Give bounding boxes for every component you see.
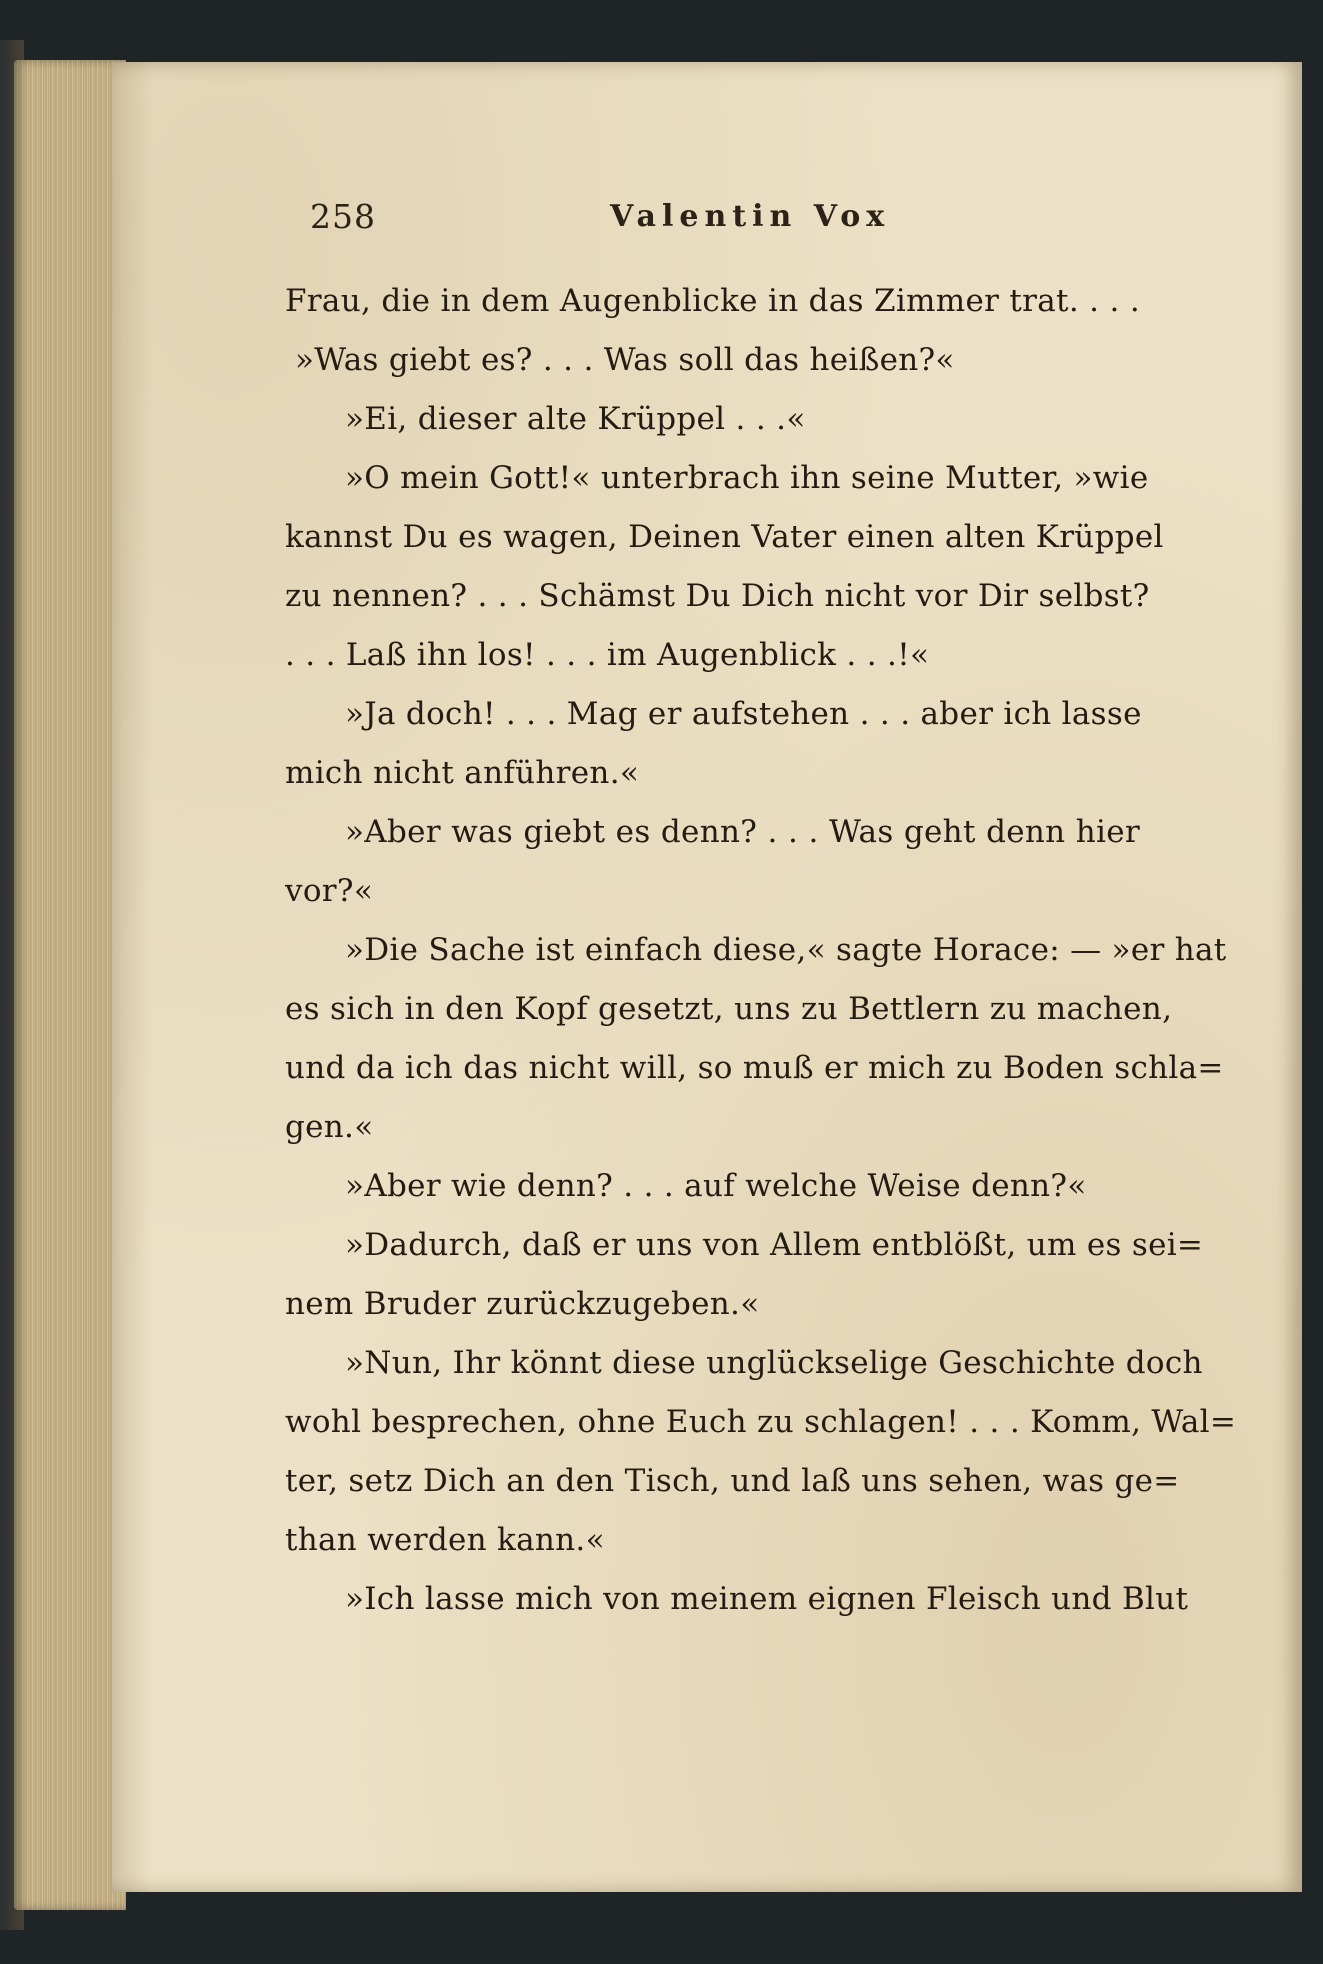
- text-line: wohl besprechen, ohne Euch zu schlagen! . . . Komm, Wal=: [285, 1404, 1237, 1440]
- page-number: 258: [310, 197, 376, 236]
- running-head: [310, 197, 1170, 237]
- text-line: gen.«: [285, 1109, 374, 1145]
- text-line: . . . Laß ihn los! . . . im Augenblick . . .!«: [285, 637, 930, 673]
- text-line: mich nicht anführen.«: [285, 755, 640, 791]
- text-line: »Nun, Ihr könnt diese unglückselige Geschichte doch: [345, 1345, 1203, 1381]
- text-line: kannst Du es wagen, Deinen Vater einen alten Krüppel: [285, 519, 1164, 555]
- text-line: than werden kann.«: [285, 1522, 605, 1558]
- text-line: »Dadurch, daß er uns von Allem entblößt, um es sei=: [345, 1227, 1204, 1263]
- text-line: »Ei, dieser alte Krüppel . . .«: [345, 401, 806, 437]
- text-line: »Aber wie denn? . . . auf welche Weise denn?«: [345, 1168, 1087, 1204]
- body-text: [285, 272, 1237, 1629]
- text-line: Frau, die in dem Augenblicke in das Zimmer trat. . . .: [285, 283, 1140, 319]
- text-line: »Ja doch! . . . Mag er aufstehen . . . aber ich lasse: [345, 696, 1142, 732]
- text-line: »Die Sache ist einfach diese,« sagte Horace: — »er hat: [345, 932, 1227, 968]
- text-line: und da ich das nicht will, so muß er mich zu Boden schla=: [285, 1050, 1224, 1086]
- text-line: es sich in den Kopf gesetzt, uns zu Bettlern zu machen,: [285, 991, 1173, 1027]
- text-line: »Ich lasse mich von meinem eignen Fleisch und Blut: [345, 1581, 1189, 1617]
- text-line: ter, setz Dich an den Tisch, und laß uns sehen, was ge=: [285, 1463, 1180, 1499]
- text-line: »O mein Gott!« unterbrach ihn seine Mutter, »wie: [345, 460, 1149, 496]
- text-line: vor?«: [285, 873, 374, 909]
- running-head-title: Valentin Vox: [610, 199, 891, 234]
- text-line: zu nennen? . . . Schämst Du Dich nicht vor Dir selbst?: [285, 578, 1150, 614]
- text-line: nem Bruder zurückzugeben.«: [285, 1286, 760, 1322]
- text-line: »Was giebt es? . . . Was soll das heißen?«: [295, 342, 955, 378]
- text-line: »Aber was giebt es denn? . . . Was geht denn hier: [345, 814, 1140, 850]
- page-block-edges: [14, 60, 126, 1910]
